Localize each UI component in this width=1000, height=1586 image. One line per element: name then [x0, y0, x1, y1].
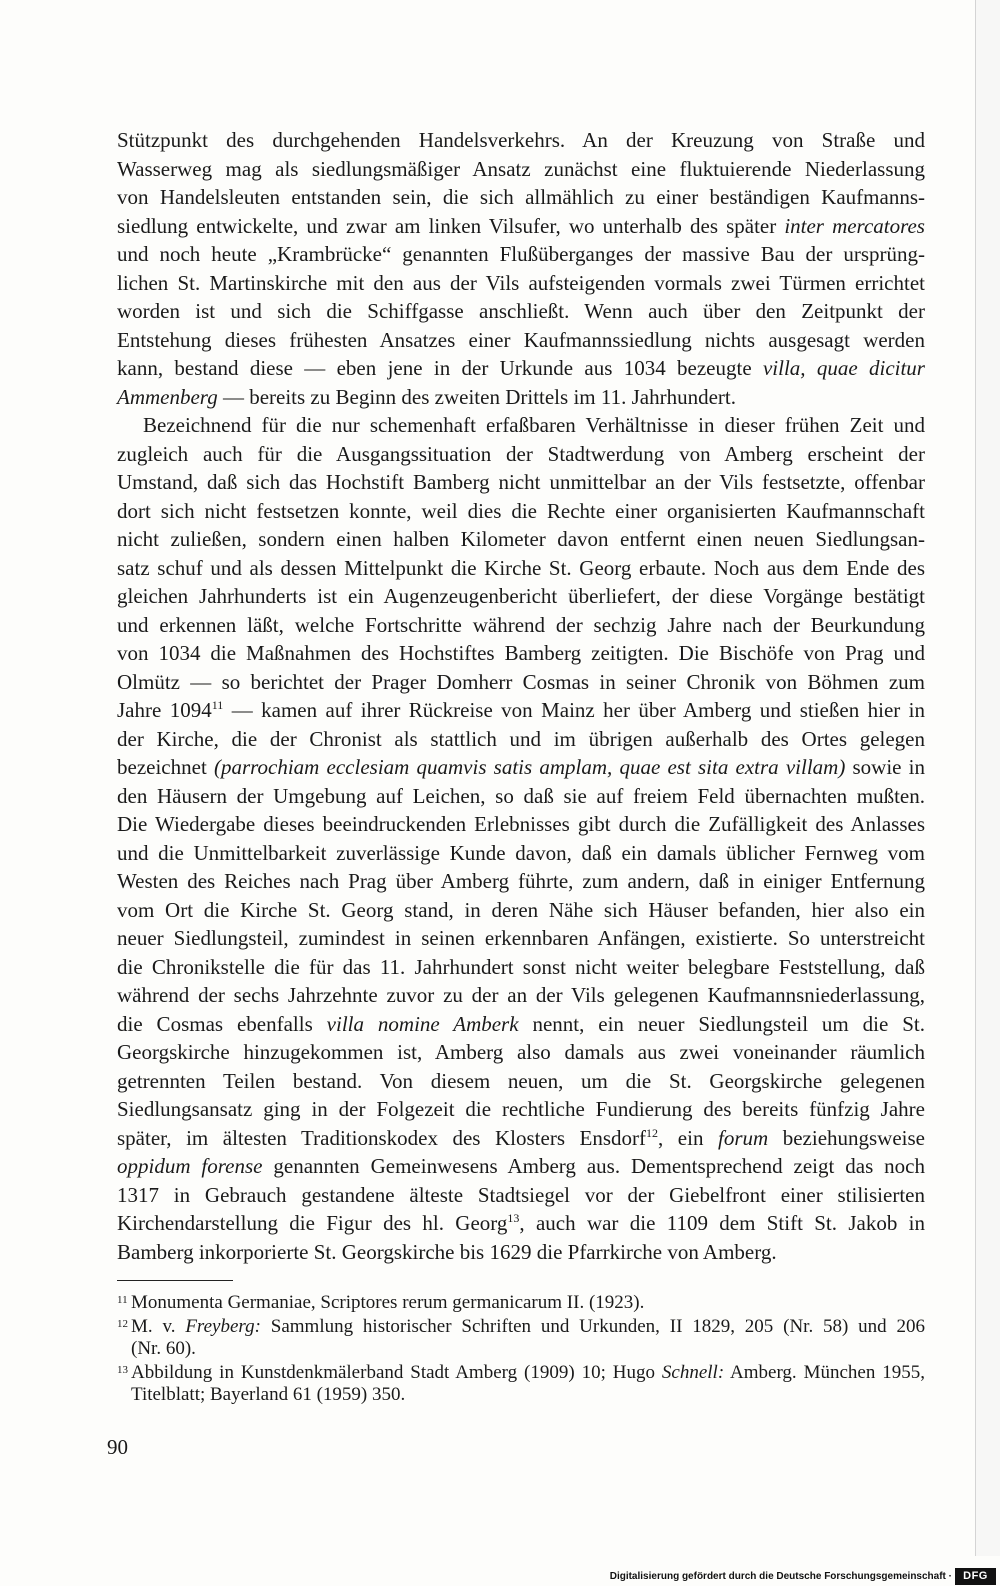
text-line: [117, 1124, 925, 1153]
footnote-rule: [117, 1280, 233, 1281]
text-run: sowie in: [845, 755, 926, 779]
text-line: [131, 1338, 925, 1360]
text-run: nennt, ein neuer Siedlungsteil um die St.: [518, 1011, 925, 1036]
text-line: [117, 639, 925, 668]
text-run: — kamen auf ihrer Rückreise von Mainz her über Amberg und stießen hier in: [223, 698, 926, 722]
text-line: [117, 1010, 925, 1039]
text-run: Stützpunkt des durchgehenden Handelsverkehrs. An der Kreuzung von Straße und: [117, 128, 925, 152]
text-run: die Cosmas ebenfalls: [117, 1011, 327, 1036]
text-line: [117, 1238, 925, 1267]
text-line: [117, 924, 925, 953]
text-line: [117, 468, 925, 497]
footnote-number: 13: [117, 1364, 128, 1376]
text-run: — bereits zu Beginn des zweiten Drittels im 11. Jahrhundert.: [217, 384, 736, 409]
footnote: [117, 1362, 925, 1406]
paragraph: [117, 411, 925, 1266]
italic-text: oppidum forense: [117, 1154, 263, 1178]
text-run: bezeichnet: [117, 755, 214, 779]
text-run: Die Wiedergabe dieses beeindruckenden Erlebnisses gibt durch die Zufälligkeit des Anlasses: [117, 812, 925, 836]
text-run: 1317 in Gebrauch gestandene älteste Stadtsiegel vor der Giebelfront einer stilisierten: [117, 1182, 925, 1207]
text-run: Georgskirche hinzugekommen ist, Amberg also damals aus zwei voneinander räumlich: [117, 1040, 925, 1064]
text-line: [117, 440, 925, 469]
text-run: den Häusern der Umgebung auf Leichen, so daß sie auf freiem Feld übernachten mußten.: [117, 783, 925, 808]
text-run: worden ist und sich die Schiffgasse anschließt. Wenn auch über den Zeitpunkt der: [117, 299, 925, 323]
text-line: [117, 183, 925, 212]
text-line: [117, 1181, 925, 1210]
text-run: während der sechs Jahrzehnte zuvor zu der an der Vils gelegenen Kaufmannsniederlassung,: [117, 983, 925, 1007]
text-line: [117, 839, 925, 868]
italic-text: Schnell:: [661, 1362, 725, 1383]
text-run: , ein: [658, 1125, 718, 1150]
text-run: von Handelsleuten entstanden sein, die sich allmählich zu einer beständigen Kaufmanns-: [117, 185, 925, 209]
text-run: später, im ältesten Traditionskodex des Klosters Ensdorf: [117, 1125, 647, 1150]
text-line: [117, 1067, 925, 1096]
text-run: Siedlungsansatz ging in der Folgezeit die rechtliche Fundierung des bereits fünfzig Jahre: [117, 1097, 925, 1121]
text-line: [117, 240, 925, 269]
text-line: [117, 953, 925, 982]
text-run: neuer Siedlungsteil, zumindest in seinen erkennbaren Anfängen, existierte. So unterstreicht: [117, 926, 925, 950]
text-run: Kirchendarstellung die Figur des hl. Georg: [117, 1211, 508, 1235]
footnote-number: 12: [117, 1318, 128, 1330]
text-line: [117, 981, 925, 1010]
page-edge-shade: [976, 0, 1000, 1556]
italic-text: villa nomine Amberk: [326, 1011, 519, 1036]
text-run: (Nr. 60).: [131, 1338, 196, 1359]
text-run: siedlung entwickelte, und zwar am linken Vilsufer, wo unterhalb des später: [117, 213, 785, 238]
text-run: Monumenta Germaniae, Scriptores rerum germanicarum II. (1923).: [131, 1292, 645, 1313]
text-line: [117, 383, 925, 412]
text-run: , auch war die 1109 dem Stift St. Jakob in: [519, 1211, 925, 1235]
text-line: [117, 896, 925, 925]
text-run: gleichen Jahrhunderts ist ein Augenzeugenbericht überliefert, der diese Vorgänge bestätigt: [117, 584, 925, 608]
text-line: [117, 725, 925, 754]
text-run: M. v.: [131, 1316, 186, 1337]
text-line: [117, 411, 925, 440]
text-line: [117, 326, 925, 355]
text-line: [117, 155, 925, 184]
footnote: [117, 1292, 925, 1314]
text-run: kann, bestand diese — eben jene in der Urkunde aus 1034 bezeugte: [117, 356, 763, 380]
text-run: satz schuf und als dessen Mittelpunkt die Kirche St. Georg erbaute. Noch aus dem Ende des: [117, 555, 925, 580]
text-run: Jahre 1094: [117, 698, 212, 722]
italic-text: Ammenberg: [117, 384, 218, 409]
text-line: [117, 1095, 925, 1124]
text-line: [117, 1038, 925, 1067]
text-line: [117, 753, 925, 782]
text-run: Abbildung in Kunstdenkmälerband Stadt Amberg (1909) 10; Hugo: [131, 1362, 662, 1383]
footnote-reference: 11: [211, 698, 224, 712]
text-line: [117, 497, 925, 526]
footnotes: [117, 1292, 925, 1408]
italic-text: inter mercatores: [784, 213, 925, 238]
text-line: [117, 1152, 925, 1181]
text-run: nicht zuließen, sondern einen halben Kilometer davon entfernt einen neuen Siedlungsan-: [117, 527, 925, 551]
text-line: [117, 554, 925, 583]
text-run: dort sich nicht festsetzen konnte, weil dies die Rechte einer organisierten Kaufmannschaft: [117, 498, 925, 523]
text-line: [117, 810, 925, 839]
text-line: [117, 668, 925, 697]
footnote-text: [131, 1316, 925, 1360]
text-run: Umstand, daß sich das Hochstift Bamberg nicht unmittelbar an der Vils festsetzte, offenbar: [117, 470, 925, 494]
footnote-text: [131, 1362, 925, 1406]
text-run: Amberg. München 1955,: [724, 1362, 925, 1383]
text-line: [117, 611, 925, 640]
text-run: Bamberg inkorporierte St. Georgskirche bis 1629 die Pfarrkirche von Amberg.: [117, 1239, 777, 1264]
text-run: Titelblatt; Bayerland 61 (1959) 350.: [131, 1384, 406, 1405]
text-run: genannten Gemeinwesens Amberg aus. Dementsprechend zeigt das noch: [262, 1154, 925, 1178]
text-run: von 1034 die Maßnahmen des Hochstiftes Bamberg zeitigten. Die Bischöfe von Prag und: [117, 641, 925, 665]
text-run: und erkennen läßt, welche Fortschritte während der sechzig Jahre nach der Beurkundung: [117, 612, 925, 637]
text-run: der Kirche, die der Chronist als stattlich und im übrigen außerhalb des Ortes gelegen: [117, 726, 925, 751]
italic-text: forum: [718, 1125, 769, 1150]
text-line: [117, 525, 925, 554]
text-run: getrennten Teilen bestand. Von diesem neuen, um die St. Georgskirche gelegenen: [117, 1068, 925, 1093]
text-run: und die Unmittelbarkeit zuverlässige Kunde davon, daß ein damals üblicher Fernweg vom: [117, 840, 925, 865]
text-line: [131, 1292, 925, 1314]
text-run: Entstehung dieses frühesten Ansatzes einer Kaufmannssiedlung nichts ausgesagt werden: [117, 327, 925, 352]
text-run: lichen St. Martinskirche mit den aus der Vils aufsteigenden vormals zwei Türmen errichtet: [117, 270, 925, 295]
footnote-number: 11: [117, 1294, 128, 1306]
text-line: [117, 782, 925, 811]
body-text: [117, 126, 925, 1266]
text-run: beziehungsweise: [768, 1125, 925, 1150]
text-run: Bezeichnend für die nur schemenhaft erfaßbaren Verhältnisse in dieser frühen Zeit und: [143, 413, 925, 437]
text-run: und noch heute „Krambrücke“ genannten Flußüberganges der massive Bau der ursprüng-: [117, 242, 925, 266]
text-run: Olmütz — so berichtet der Prager Domherr Cosmas in seiner Chronik von Böhmen zum: [117, 669, 925, 694]
italic-text: Freyberg:: [185, 1316, 261, 1337]
italic-text: (parrochiam ecclesiam quamvis satis amplam, quae est sita extra villam): [213, 755, 846, 779]
text-line: [117, 696, 925, 725]
text-line: [117, 354, 925, 383]
text-line: [131, 1362, 925, 1384]
text-line: [117, 1209, 925, 1238]
dfg-logo: DFG: [955, 1568, 996, 1585]
text-line: [117, 269, 925, 298]
digitization-credit: Digitalisierung gefördert durch die Deutsche Forschungsgemeinschaft ·: [609, 1571, 952, 1582]
footnote: [117, 1316, 925, 1360]
text-run: Westen des Reiches nach Prag über Amberg führte, zum andern, daß in einiger Entfernung: [117, 869, 925, 893]
footnote-reference: 13: [507, 1211, 520, 1225]
text-line: [117, 212, 925, 241]
page-number: 90: [107, 1435, 128, 1459]
text-run: die Chronikstelle die für das 11. Jahrhundert sonst nicht weiter belegbare Feststellung, daß: [117, 954, 925, 979]
text-line: [117, 582, 925, 611]
text-line: [117, 867, 925, 896]
footnote-reference: 12: [646, 1125, 659, 1140]
paragraph: [117, 126, 925, 411]
italic-text: villa, quae dicitur: [762, 356, 925, 380]
text-run: vom Ort die Kirche St. Georg stand, in deren Nähe sich Häuser befanden, hier also ein: [117, 897, 925, 922]
footnote-text: [131, 1292, 925, 1314]
text-run: Wasserweg mag als siedlungsmäßiger Ansatz zunächst eine fluktuierende Niederlassung: [117, 156, 925, 181]
text-line: [131, 1384, 925, 1406]
text-run: Sammlung historischer Schriften und Urkunden, II 1829, 205 (Nr. 58) und 206: [260, 1316, 925, 1337]
text-line: [131, 1316, 925, 1338]
text-run: zugleich auch für die Ausgangssituation der Stadtwerdung von Amberg erscheint der: [117, 441, 925, 466]
page-edge: [975, 0, 976, 1556]
text-line: [117, 297, 925, 326]
text-line: [117, 126, 925, 155]
